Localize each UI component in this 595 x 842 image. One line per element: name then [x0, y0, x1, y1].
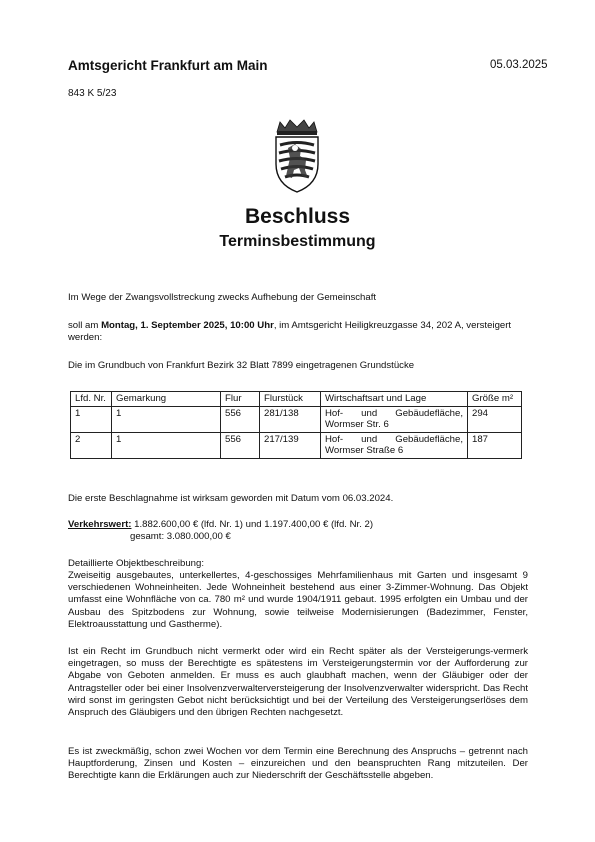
table-row	[71, 406, 522, 432]
description-heading: Detaillierte Objektbeschreibung:	[68, 558, 204, 569]
table-cell: 187	[468, 432, 522, 458]
table-cell: 1	[112, 406, 221, 432]
auction-suffix: , im Amtsgericht Heiligkreuzgasse 34, 202 A, versteigert werden:	[68, 320, 512, 344]
table-cell: Hof- und Gebäudefläche, Wormser Straße 6	[321, 432, 468, 458]
register-text: Die im Grundbuch von Frankfurt Bezirk 32 Blatt 7899 eingetragenen Grundstücke	[68, 360, 415, 371]
description-text: Zweiseitig ausgebautes, unterkellertes, 4-geschossiges Mehrfamilienhaus mit Garten und insgesamt 9 verschiedenen Wohneinheiten. Jede Wohneinheit bestehend aus einer 3-Zimmer-Wohnung. Das Objekt umfasst eine Wohnfläche von ca. 780 m² und wurde 1904/1911 gebaut. 1995 erfolgten ein Umbau und der Ausbau des Spitzbodens zur Wohnung, sowie teilweise Modernisierungen (Badezimmer, Fenster, Elektroausstattung und Gastherme).	[68, 570, 528, 630]
rights-text: Ist ein Recht im Grundbuch nicht vermerkt oder wird ein Recht später als der Versteigerungs-vermerk eingetragen, so muss der Berechtigte es spätestens im Versteigerungstermin vor der Aufforderung zur Abgabe von Geboten anmelden. Er muss es auch glaubhaft machen, wenn der Gläubiger oder der Antragsteller oder bei einer Insolvenzverwalterversteigerung der Insolvenzverwalter widerspricht. Das Recht wird sonst im geringsten Gebot nicht berücksichtigt und bei der Verteilung des Versteigerungserlöses dem Anspruch des Gläubigers und den übrigen Rechten nachgesetzt.	[68, 646, 528, 719]
market-value-total: gesamt: 3.080.000,00 €	[130, 531, 231, 542]
table-row	[71, 432, 522, 458]
auction-text	[68, 320, 528, 344]
document-subtitle: Terminsbestimmung	[219, 233, 376, 250]
table-cell: 2	[71, 432, 112, 458]
market-value-line1: 1.882.600,00 € (lfd. Nr. 1) und 1.197.400,00 € (lfd. Nr. 2)	[134, 519, 374, 530]
document-title: Beschluss	[244, 205, 351, 228]
property-table	[70, 391, 522, 459]
hesse-coat-of-arms-icon	[268, 118, 326, 194]
auction-date-time: Montag, 1. September 2025, 10:00 Uhr	[101, 320, 274, 331]
table-cell: 294	[468, 406, 522, 432]
table-cell: 556	[221, 406, 260, 432]
table-header-row	[71, 392, 522, 407]
table-header: Wirtschaftsart und Lage	[321, 392, 468, 407]
document-date: 05.03.2025	[490, 59, 548, 71]
advice-text: Es ist zweckmäßig, schon zwei Wochen vor dem Termin eine Berechnung des Anspruchs – getrennt nach Hauptforderung, Zinsen und Kosten – einzureichen und den beanspruchten Rang mitzuteilen. Der Berechtigte kann die Erklärungen auch zur Niederschrift der Geschäftsstelle abgeben.	[68, 746, 528, 782]
table-header: Größe m²	[468, 392, 522, 407]
table-cell: 281/138	[260, 406, 321, 432]
table-cell: 556	[221, 432, 260, 458]
table-header: Flur	[221, 392, 260, 407]
market-value-label: Verkehrswert:	[68, 519, 132, 530]
table-cell: 217/139	[260, 432, 321, 458]
table-cell: 1	[112, 432, 221, 458]
table-header: Gemarkung	[112, 392, 221, 407]
auction-prefix: soll am	[68, 320, 102, 331]
intro-text: Im Wege der Zwangsvollstreckung zwecks Aufhebung der Gemeinschaft	[68, 292, 377, 303]
table-cell: 1	[71, 406, 112, 432]
court-name: Amtsgericht Frankfurt am Main	[68, 58, 268, 73]
table-header: Flurstück	[260, 392, 321, 407]
case-number: 843 K 5/23	[68, 88, 117, 99]
table-cell: Hof- und Gebäudefläche, Wormser Str. 6	[321, 406, 468, 432]
seizure-text: Die erste Beschlagnahme ist wirksam geworden mit Datum vom 06.03.2024.	[68, 493, 394, 504]
table-header: Lfd. Nr.	[71, 392, 112, 407]
market-value	[68, 519, 528, 531]
